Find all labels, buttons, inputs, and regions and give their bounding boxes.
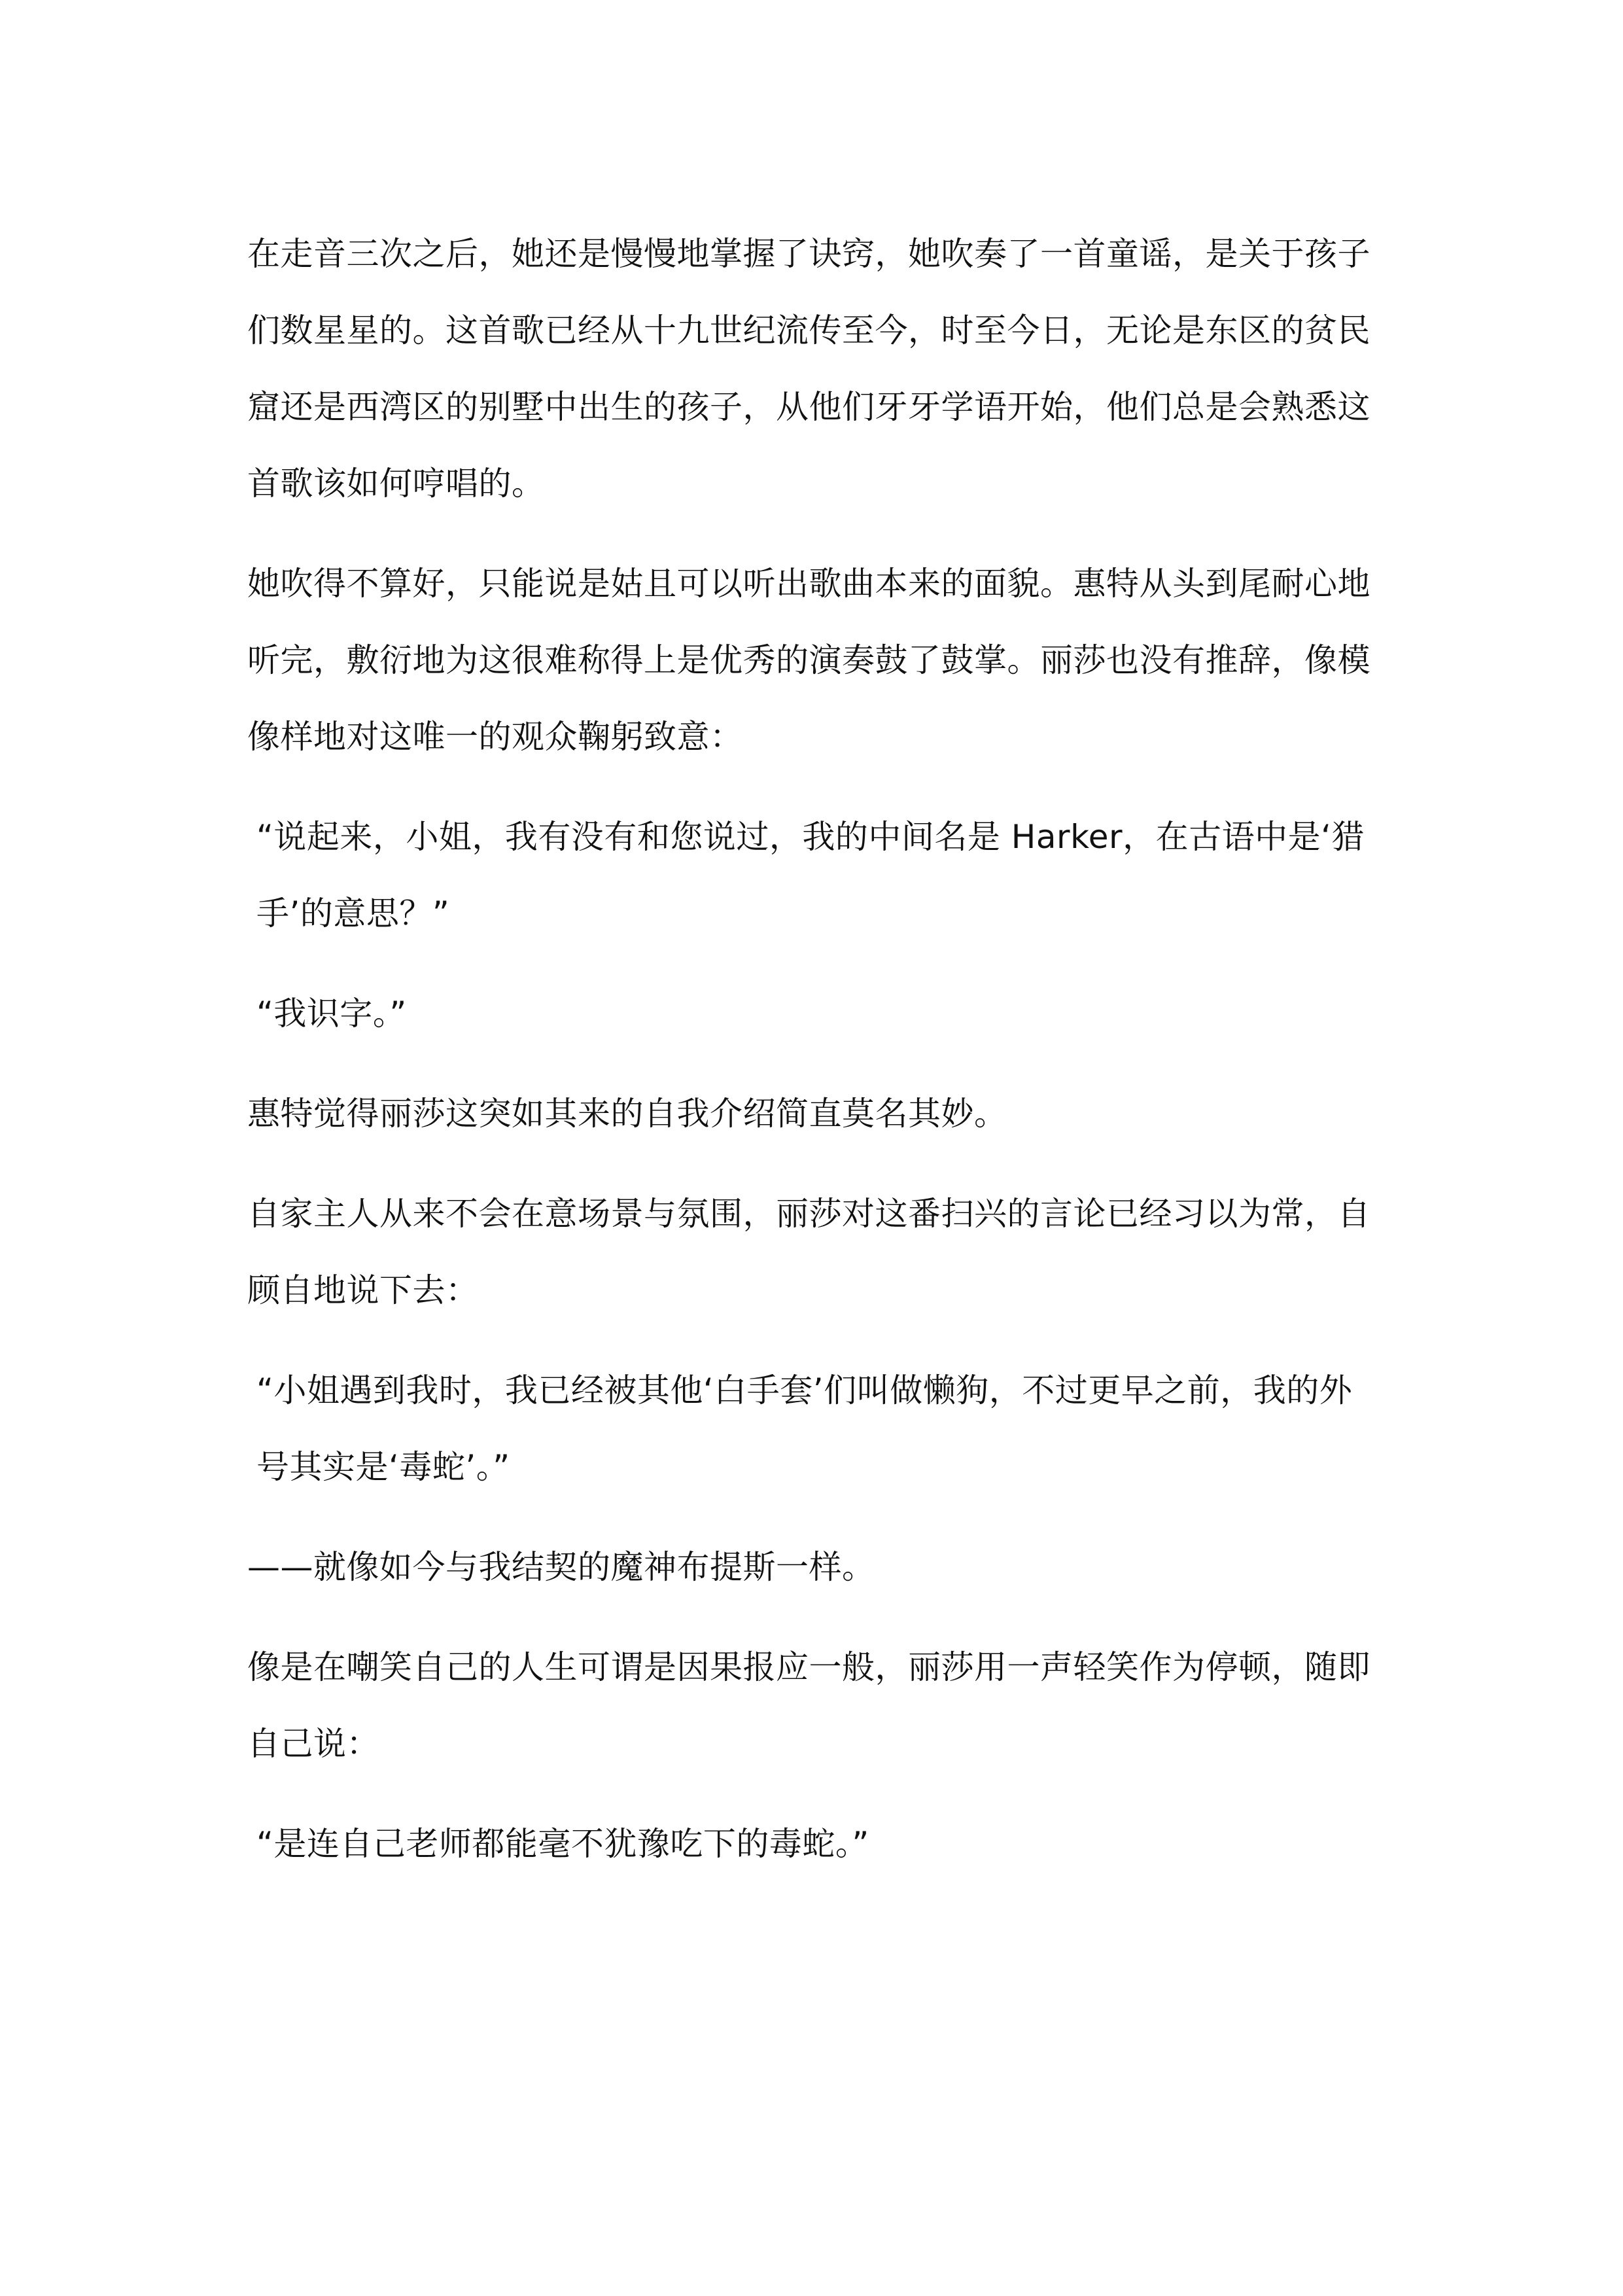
- paragraph-5: 惠特觉得丽莎这突如其来的自我介绍简直莫名其妙。: [247, 1095, 1007, 1133]
- paragraph-2: 她吹得不算好，只能说是姑且可以听出歌曲本来的面貌。惠特从头到尾耐心地听完，敷衍地为这很难称得上是优秀的演奏鼓了鼓掌。丽莎也没有推辞，像模像样地对这唯一的观众鞠躬致意：: [247, 565, 1370, 756]
- body-text: [247, 216, 1374, 1906]
- paragraph-6: 自家主人从来不会在意场景与氛围，丽莎对这番扫兴的言论已经习以为常，自顾自地说下去：: [247, 1195, 1370, 1309]
- paragraph-1: 在走音三次之后，她还是慢慢地掌握了诀窍，她吹奏了一首童谣，是关于孩子们数星星的。这首歌已经从十九世纪流传至今，时至今日，无论是东区的贫民窟还是西湾区的别墅中出生的孩子，从他们牙牙学语开始，他们总是会熟悉这首歌该如何哼唱的。: [247, 235, 1370, 503]
- paragraph-9: 像是在嘲笑自己的人生可谓是因果报应一般，丽莎用一声轻笑作为停顿，随即自己说：: [247, 1648, 1370, 1763]
- paragraph-4-dialogue: “我识字。”: [256, 995, 407, 1033]
- paragraph-7-dialogue: “小姐遇到我时，我已经被其他‘白手套’们叫做懒狗，不过更早之前，我的外号其实是‘毒蛇’。”: [256, 1371, 1353, 1486]
- paragraph-10-dialogue: “是连自己老师都能毫不犹豫吃下的毒蛇。”: [256, 1825, 869, 1863]
- paragraph-8: ——就像如今与我结契的魔神布提斯一样。: [247, 1548, 875, 1586]
- paragraph-3-dialogue: “说起来，小姐，我有没有和您说过，我的中间名是 Harker，在古语中是‘猎手’的意思？”: [256, 818, 1365, 932]
